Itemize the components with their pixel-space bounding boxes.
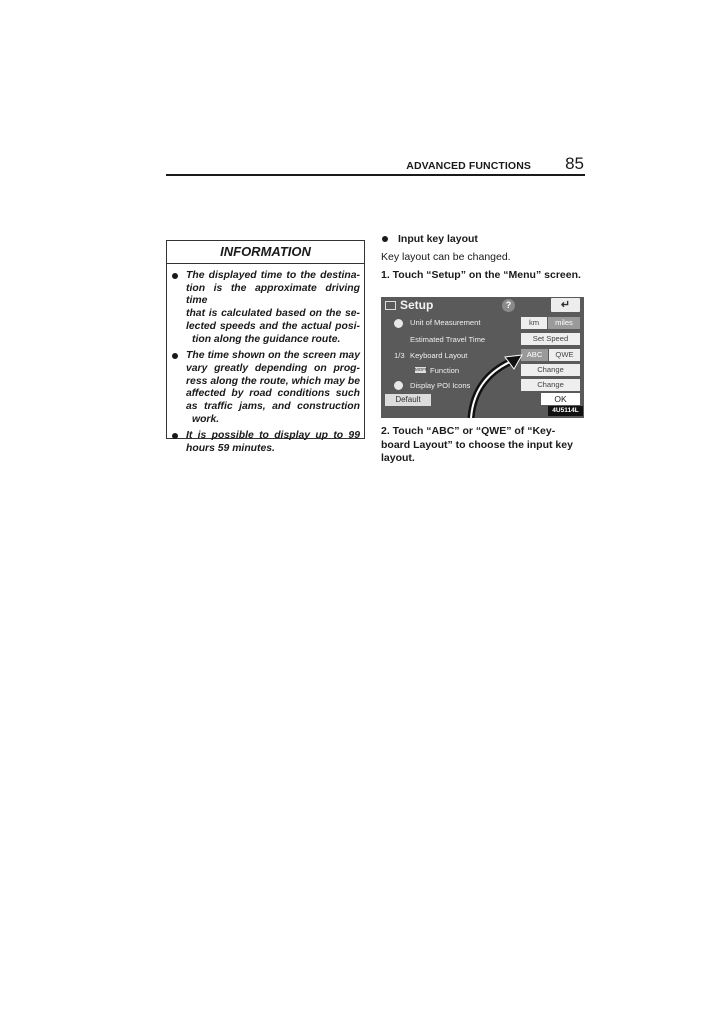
back-button[interactable]: ↵: [551, 298, 580, 312]
function-badge: MOFF: [415, 367, 428, 372]
information-box: [166, 240, 365, 455]
page-indicator: 1/3: [394, 351, 405, 360]
text-line: tion is the approximate driving time: [186, 282, 360, 307]
text-line: tion along the guidance route.: [192, 333, 341, 345]
help-button[interactable]: ?: [502, 299, 515, 312]
information-list: [167, 264, 364, 456]
intro-text: Key layout can be changed.: [381, 251, 511, 263]
right-column: [381, 232, 584, 282]
text-line: affected by road conditions such: [186, 388, 360, 400]
function-label: Function: [430, 366, 460, 375]
header-rule: [166, 174, 585, 176]
keyboard-layout-label: Keyboard Layout: [410, 351, 468, 360]
qwe-button[interactable]: QWE: [549, 349, 580, 361]
default-button[interactable]: Default: [385, 394, 431, 406]
section-heading: [381, 232, 584, 246]
text-line: lected speeds and the actual posi-: [186, 320, 360, 332]
bullet-icon: [382, 236, 388, 242]
unit-of-measurement-label: Unit of Measurement: [410, 318, 481, 327]
ok-button[interactable]: OK: [541, 393, 580, 405]
step-1: 1. Touch “Setup” on the “Menu” screen.: [381, 269, 581, 281]
function-change-button[interactable]: Change: [521, 364, 580, 376]
text-line: ress along the route, which may be: [186, 375, 360, 387]
text-line: The time shown on the screen may: [186, 350, 360, 362]
miles-button[interactable]: miles: [548, 317, 580, 329]
page-number: 85: [565, 154, 584, 173]
display-poi-icons-label: Display POI Icons: [410, 381, 471, 390]
pointing-arrow-icon: [381, 297, 584, 418]
bullet-icon: [172, 273, 178, 279]
section-heading-text: Input key layout: [398, 233, 478, 245]
screen-title: Setup: [400, 298, 434, 312]
text-line: The displayed time to the destina-: [186, 270, 360, 281]
estimated-travel-time-label: Estimated Travel Time: [410, 335, 486, 344]
bullet-icon: [172, 433, 178, 439]
running-header-title: ADVANCED FUNCTIONS: [406, 160, 531, 172]
text-line: work.: [192, 413, 220, 425]
abc-button[interactable]: ABC: [521, 349, 548, 361]
information-item: [171, 430, 360, 455]
information-title: INFORMATION: [167, 241, 364, 264]
bullet-icon: [172, 353, 178, 359]
set-speed-button[interactable]: Set Speed: [521, 333, 580, 345]
text-line: vary greatly depending on prog-: [186, 362, 360, 374]
text-line: It is possible to display up to 99: [186, 430, 360, 442]
setup-screen-illustration: [381, 297, 584, 418]
text-line: as traffic jams, and construction: [186, 401, 360, 413]
km-button[interactable]: km: [521, 317, 547, 329]
text-line: that is calculated based on the se-: [186, 308, 360, 320]
information-item: [171, 270, 360, 346]
text-line: hours 59 minutes.: [186, 443, 275, 455]
information-item: [171, 350, 360, 426]
image-code-label: 4U5114L: [548, 406, 583, 416]
step-2: 2. Touch “ABC” or “QWE” of “Key-board Layout” to choose the input key layout.: [381, 425, 573, 464]
poi-change-button[interactable]: Change: [521, 379, 580, 391]
